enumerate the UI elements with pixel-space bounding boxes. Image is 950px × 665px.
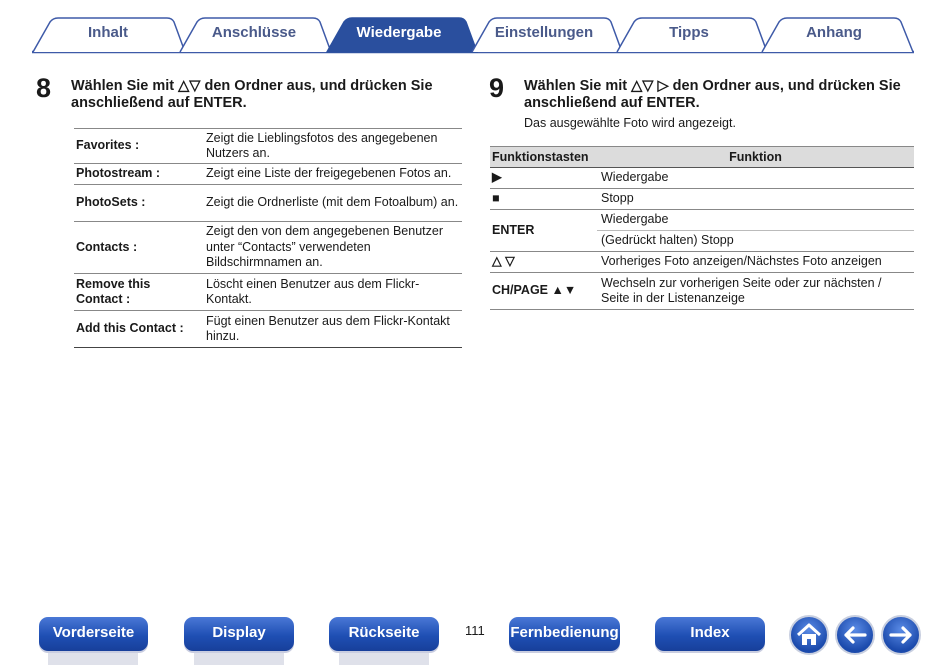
tab-anschluesse[interactable]: Anschlüsse: [211, 24, 297, 41]
option-description: Zeigt eine Liste der freigegebenen Fotos an.: [202, 164, 462, 185]
table-row: [74, 185, 462, 222]
play-key-icon: ▶: [490, 168, 597, 189]
table-row: [74, 311, 462, 348]
tab-inhalt[interactable]: Inhalt: [88, 24, 128, 41]
home-button[interactable]: [789, 615, 829, 655]
step-8-line-2: anschließend auf ENTER.: [71, 95, 247, 111]
footer-tab-shadow: [194, 651, 284, 665]
option-key: Photostream :: [74, 164, 202, 185]
function-description: Stopp: [597, 189, 914, 210]
table-row: [74, 164, 462, 185]
previous-page-button[interactable]: [835, 615, 875, 655]
table-row: [490, 210, 914, 231]
step-8-instruction: [71, 78, 461, 112]
arrow-right-icon: [883, 617, 919, 653]
step-8-line-1: Wählen Sie mit △▽ den Ordner aus, und drücken Sie: [71, 78, 433, 94]
function-description: Wiedergabe: [597, 168, 914, 189]
stop-key-icon: ■: [490, 189, 597, 210]
index-button[interactable]: Index: [655, 617, 765, 651]
option-key: Add this Contact :: [74, 311, 202, 348]
option-description: Zeigt den von dem angegebenen Benutzer unter “Contacts” verwendeten Bildschirmnamen an.: [202, 222, 462, 274]
function-description: Vorheriges Foto anzeigen/Nächstes Foto anzeigen: [597, 252, 914, 273]
table-row: [490, 168, 914, 189]
home-icon: [791, 617, 827, 653]
table-row: [74, 129, 462, 164]
function-description: Wiedergabe: [597, 210, 914, 231]
step-9-line-1: Wählen Sie mit △▽ ▷ den Ordner aus, und drücken Sie: [524, 78, 901, 94]
option-description: Löscht einen Benutzer aus dem Flickr-Kontakt.: [202, 274, 462, 311]
arrow-left-icon: [837, 617, 873, 653]
back-page-button[interactable]: Rückseite: [329, 617, 439, 651]
option-key: Remove this Contact :: [74, 274, 202, 311]
table-row: [490, 273, 914, 310]
remote-control-button[interactable]: Fernbedienung: [509, 617, 620, 651]
tab-tipps[interactable]: Tipps: [669, 24, 709, 41]
step-9-instruction: [524, 78, 924, 112]
header-function: Funktion: [597, 147, 914, 168]
step-9-line-2: anschließend auf ENTER.: [524, 95, 700, 111]
step-8-number: 8: [36, 73, 52, 103]
page-number: 111: [465, 623, 485, 638]
table-row: [490, 252, 914, 273]
function-description: Wechseln zur vorherigen Seite oder zur nächsten / Seite in der Listenanzeige: [597, 273, 914, 310]
footer-tab-shadow: [339, 651, 429, 665]
front-page-button[interactable]: Vorderseite: [39, 617, 148, 651]
header-function-keys: Funktionstasten: [490, 147, 597, 168]
option-description: Zeigt die Ordnerliste (mit dem Fotoalbum) an.: [202, 185, 462, 222]
footer-tab-shadow: [48, 651, 138, 665]
option-description: Fügt einen Benutzer aus dem Flickr-Kontakt hinzu.: [202, 311, 462, 348]
option-key: PhotoSets :: [74, 185, 202, 222]
next-page-button[interactable]: [881, 615, 921, 655]
option-key: Contacts :: [74, 222, 202, 274]
tab-einstellungen[interactable]: Einstellungen: [494, 24, 594, 41]
table-header-row: [490, 147, 914, 168]
tab-bar: [0, 0, 950, 56]
table-row: [74, 274, 462, 311]
tab-anhang[interactable]: Anhang: [806, 24, 862, 41]
tab-wiedergabe[interactable]: Wiedergabe: [356, 24, 442, 41]
function-keys-table: [490, 146, 914, 310]
display-button[interactable]: Display: [184, 617, 294, 651]
function-description: (Gedrückt halten) Stopp: [597, 231, 914, 252]
enter-key: ENTER: [490, 210, 597, 252]
ch-page-key: CH/PAGE ▲▼: [490, 273, 597, 310]
step-9-subtext: Das ausgewählte Foto wird angezeigt.: [524, 116, 736, 130]
table-row: [74, 222, 462, 274]
folder-options-table: [74, 128, 462, 348]
table-row: [490, 189, 914, 210]
up-down-keys-icon: △ ▽: [490, 252, 597, 273]
option-key: Favorites :: [74, 129, 202, 164]
step-9-number: 9: [489, 73, 505, 103]
option-description: Zeigt die Lieblingsfotos des angegebenen Nutzers an.: [202, 129, 462, 164]
